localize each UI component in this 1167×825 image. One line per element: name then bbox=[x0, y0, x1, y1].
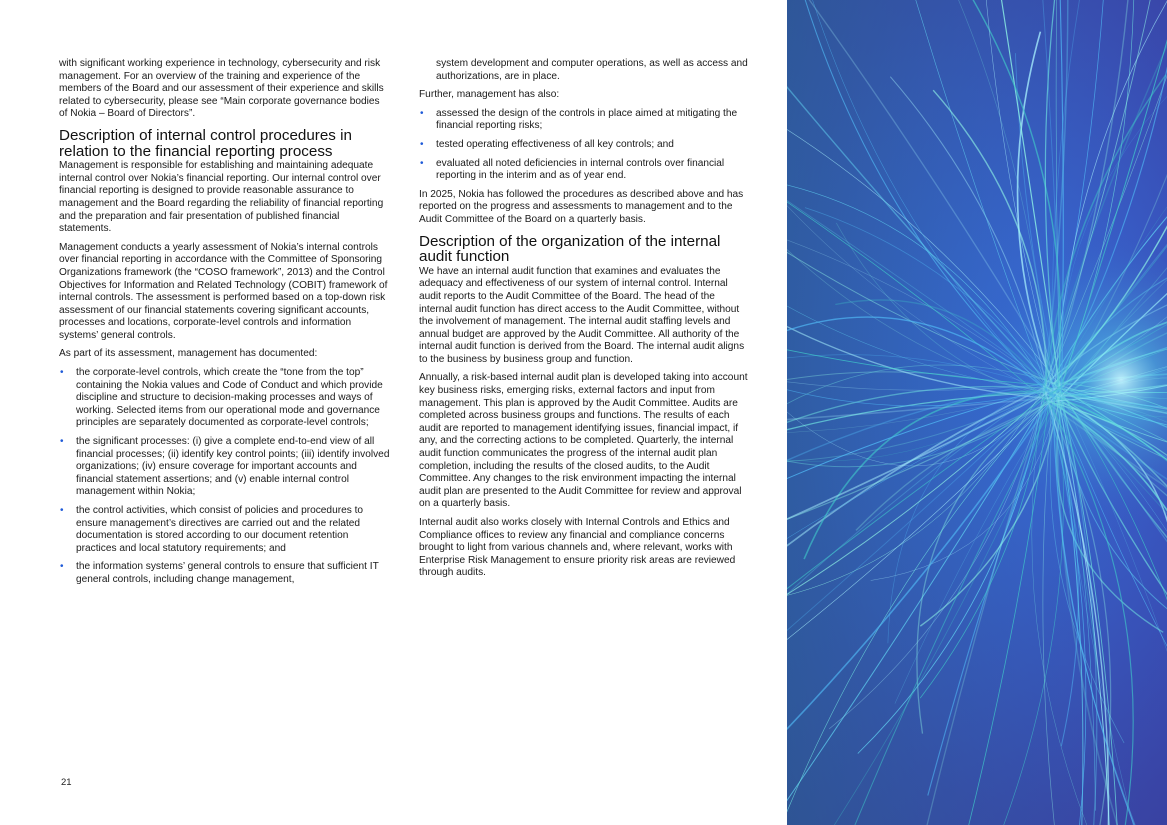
decorative-fiber-image bbox=[787, 0, 1167, 825]
section-heading-internal-audit: Description of the organization of the internal audit function bbox=[419, 232, 721, 266]
page-number: 21 bbox=[61, 777, 72, 788]
list-item-text: the information systems’ general controls to ensure that sufficient IT general controls, including change management, bbox=[76, 561, 379, 585]
fiber-strands-graphic bbox=[787, 0, 1167, 825]
bullet-icon: • bbox=[60, 505, 64, 516]
documented-controls-list bbox=[59, 367, 390, 587]
left-column bbox=[59, 58, 390, 593]
bullet-icon: • bbox=[60, 367, 64, 379]
paragraph: Management conducts a yearly assessment of Nokia’s internal controls over financial reporting in accordance with the Committee of Sponsoring Organizations framework (the “COSO framework”, 2013) and the Control Objectives for Information and Related Technology (COBIT) framework of internal controls. The assessment is performed based on a top-down risk assessment of our financial statements covering significant accounts, processes and locations, corporate-level controls and information systems’ general controls. bbox=[59, 241, 388, 341]
intro-paragraph: with significant working experience in technology, cybersecurity and risk management. For an overview of the training and experience of the members of the Board and our assessment of their experience and skills related to cybersecurity, please see “Main corporate governance bodies of Nokia – Board of Directors”. bbox=[59, 58, 384, 120]
list-item bbox=[419, 158, 749, 183]
paragraph: Annually, a risk-based internal audit plan is developed taking into account key business risks, emerging risks, external factors and input from management. This plan is approved by the Audit Committee. Audits are completed across business groups and functions. The results of each audit are reported to management identifying issues, financial impact, if any, and the correcting actions to be completed. Quarterly, the internal audit function communicates the progress of the internal audit plan completion, including the results of the closed audits, to the Audit Committee. Any changes to the risk environment impacting the internal audit plan are presented to the Audit Committee for review and approval on a quarterly basis. bbox=[419, 372, 748, 510]
bullet-icon: • bbox=[60, 561, 64, 573]
list-item-text: the control activities, which consist of policies and procedures to ensure management’s directives are carried out and the related documentation is stored according to our document retention practices and local statutory requirements; and bbox=[76, 505, 364, 554]
list-item-text: tested operating effectiveness of all key controls; and bbox=[436, 138, 674, 150]
paragraph: Further, management has also: bbox=[419, 89, 560, 101]
bullet-icon: • bbox=[420, 157, 424, 169]
list-item-text: assessed the design of the controls in place aimed at mitigating the financial reporting risks; bbox=[436, 107, 738, 132]
paragraph: We have an internal audit function that examines and evaluates the adequacy and effectiveness of our system of internal control. Internal audit reports to the Audit Committee of the Board. The head of the internal audit function has direct access to the Audit Committee, without the involvement of management. The internal audit staffing levels and annual budget are approved by the Audit Committee. All authority of the internal audit function is derived from the Board. The internal audit aligns to the business by business group and function. bbox=[419, 265, 745, 365]
list-item bbox=[419, 108, 749, 133]
bullet-icon: • bbox=[420, 138, 424, 150]
bullet-icon: • bbox=[60, 436, 64, 448]
list-item bbox=[59, 367, 390, 430]
list-item bbox=[419, 139, 749, 152]
list-item bbox=[59, 505, 390, 555]
list-item bbox=[59, 436, 390, 499]
paragraph: Management is responsible for establishing and maintaining adequate internal control over Nokia’s financial reporting. Our internal control over financial reporting is designed to provide reasonable assurance to management and the Board regarding the reliability of financial reporting and the preparation and fair presentation of published financial statements. bbox=[59, 160, 384, 235]
list-item-text: the corporate-level controls, which create the “tone from the top” containing the Nokia values and Code of Conduct and which provide discipline and structure to decision-making processes and ways of working. Selected items from our operational mode and governance principles are separately documented as corporate-level controls; bbox=[76, 367, 383, 429]
paragraph: In 2025, Nokia has followed the procedures as described above and has reported on the progress and assessments to management and to the Audit Committee of the Board on a quarterly basis. bbox=[419, 188, 744, 225]
bullet-icon: • bbox=[420, 107, 424, 119]
section-heading-internal-control: Description of internal control procedures in relation to the financial reporting process bbox=[59, 126, 352, 160]
list-item-text: the significant processes: (i) give a complete end-to-end view of all financial processes; (ii) identify key control points; (iii) identify involved organizations; (iv) ensure coverage for important accounts and financial statement assertions; and (v) enable internal control management within Nokia; bbox=[76, 436, 390, 498]
paragraph: Internal audit also works closely with Internal Controls and Ethics and Compliance offices to review any financial and compliance concerns brought to light from various channels and, where relevant, works with Enterprise Risk Management to ensure priority risk areas are reviewed through audits. bbox=[419, 517, 736, 579]
management-actions-list bbox=[419, 108, 749, 183]
continuation-text: system development and computer operations, as well as access and authorizations, are in place. bbox=[436, 58, 748, 82]
list-item bbox=[59, 561, 390, 586]
paragraph: As part of its assessment, management has documented: bbox=[59, 348, 318, 360]
list-item-text: evaluated all noted deficiencies in internal controls over financial reporting in the interim and as of year end. bbox=[436, 157, 725, 182]
right-column bbox=[419, 58, 749, 586]
